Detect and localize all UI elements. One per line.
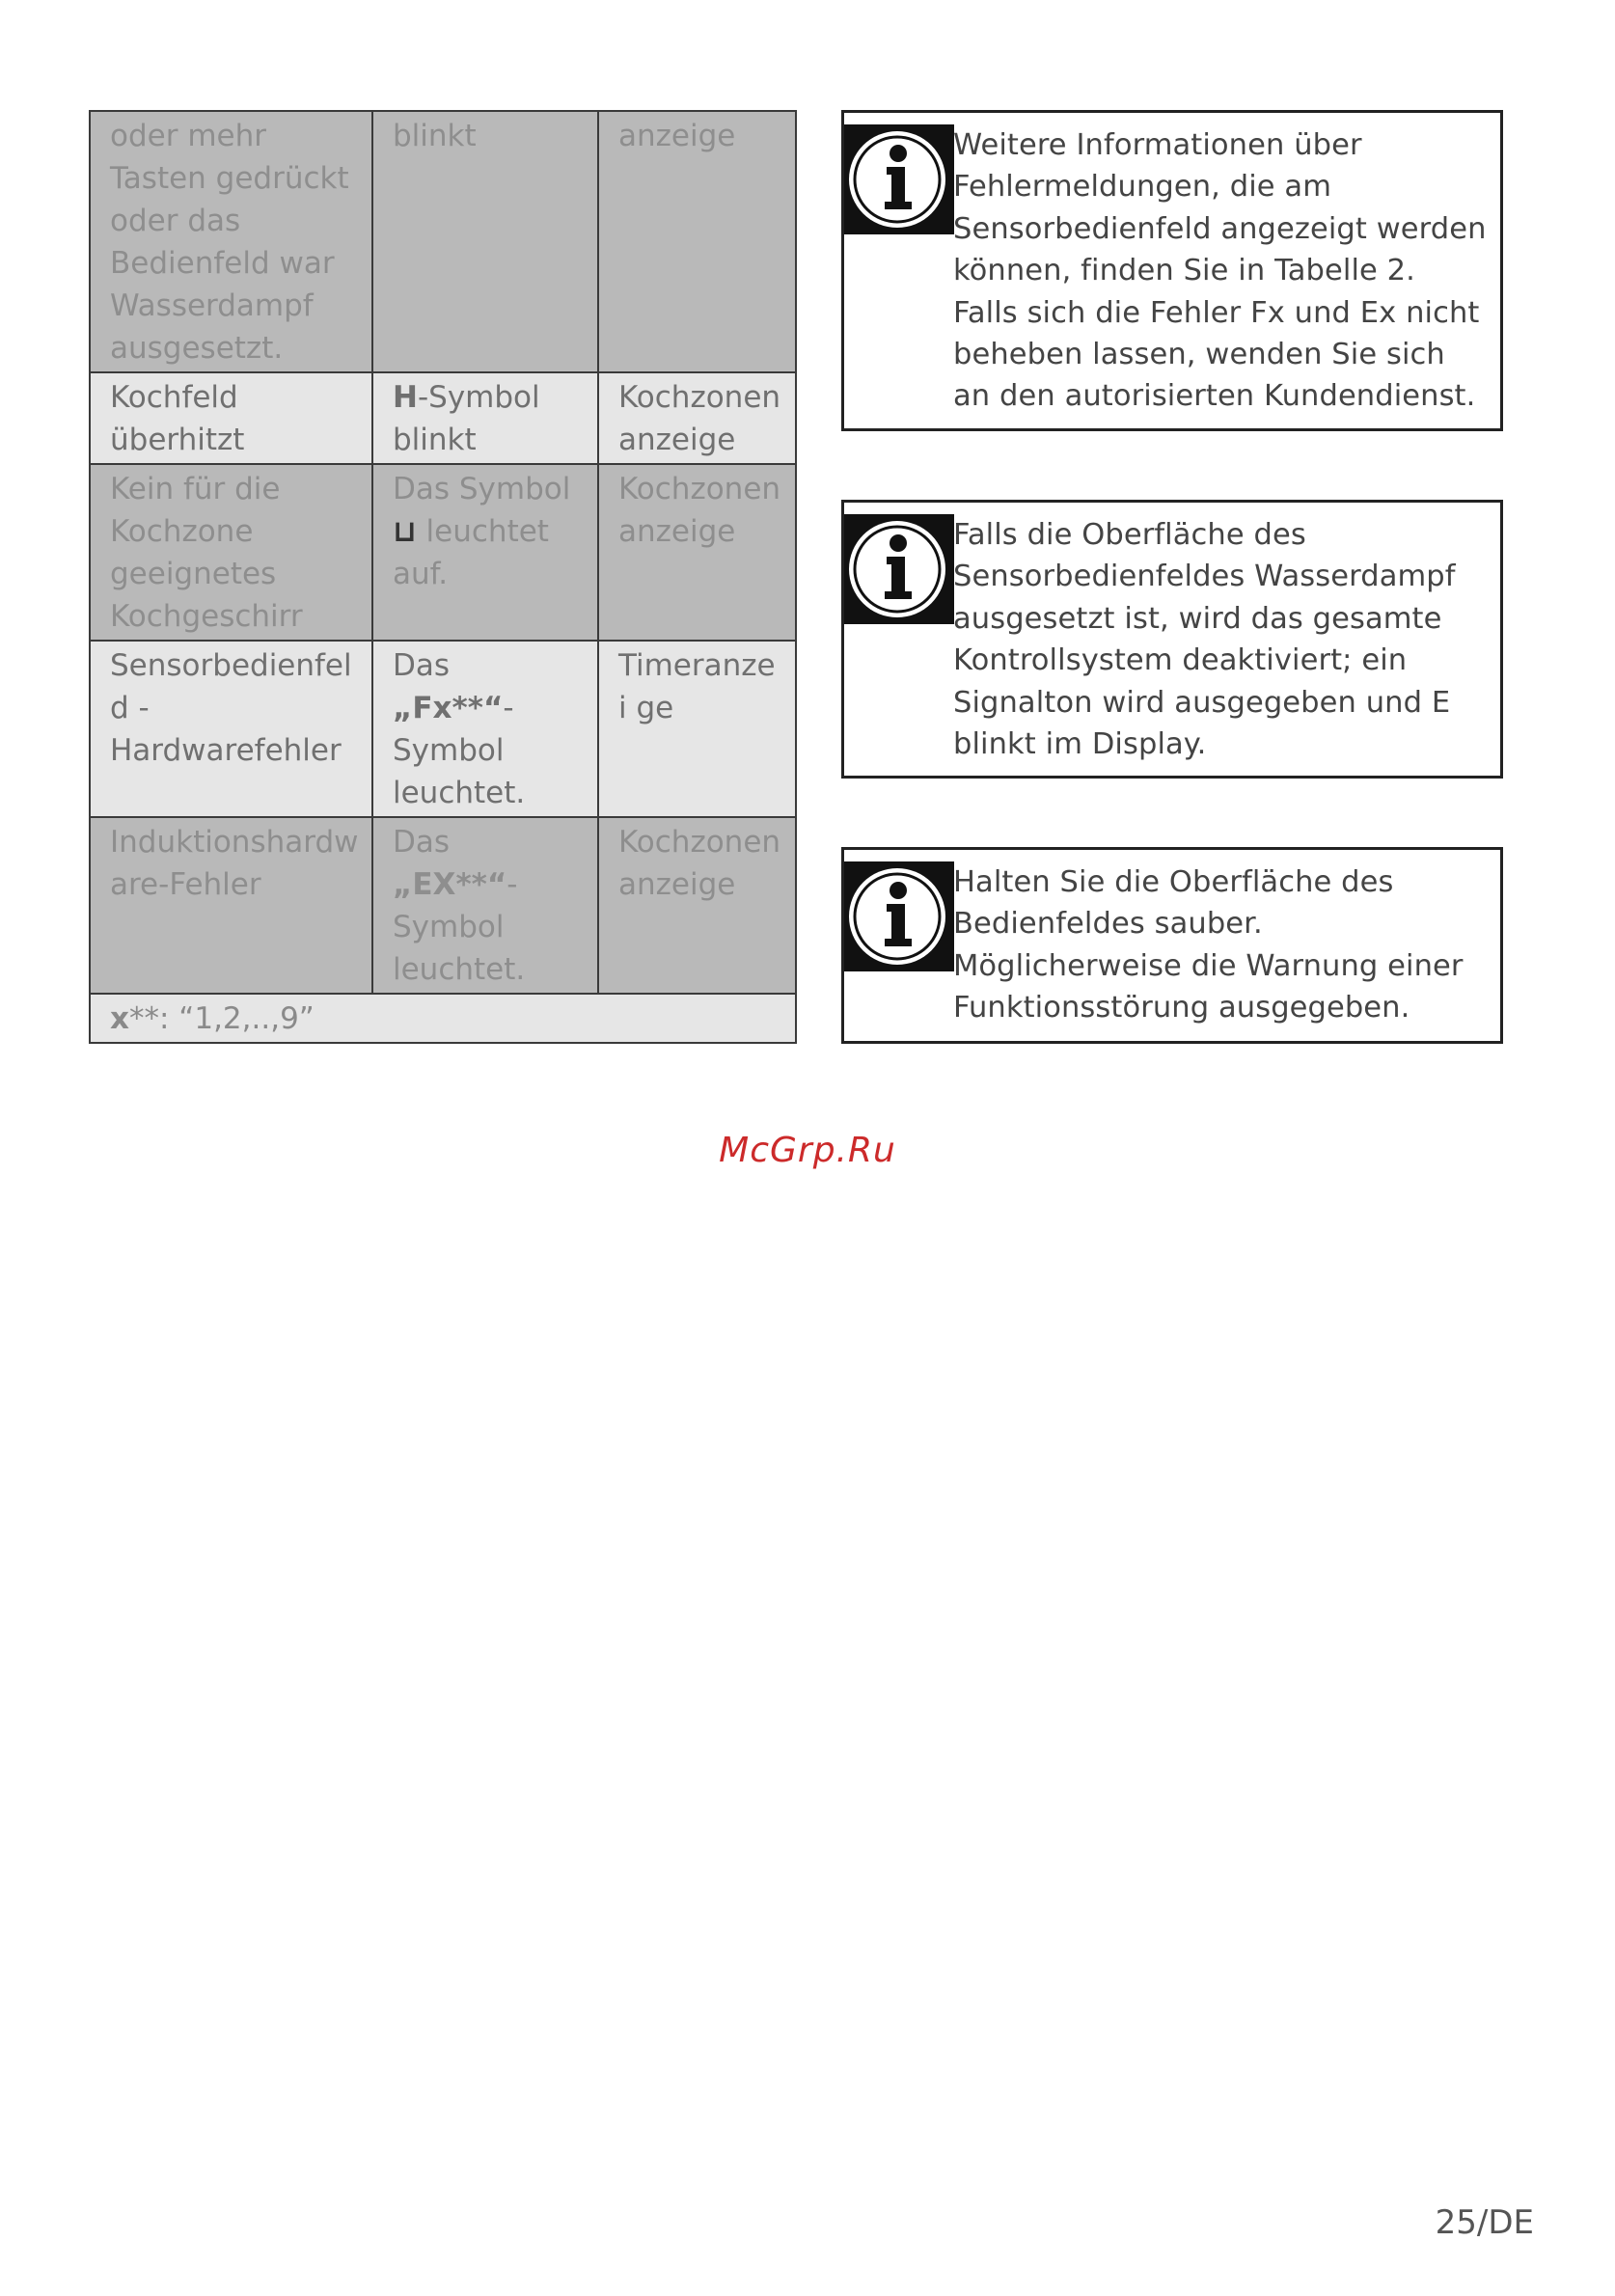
symptom-text-pre: Das Symbol: [393, 472, 571, 506]
table-note: [90, 994, 796, 1043]
info-text: Falls die Oberfläche des Sensorbedienfeldes Wasserdampf ausgesetzt ist, wird das gesamte Kontrollsystem deaktiviert; ein Signalton wird ausgegeben und E blinkt im Display.: [953, 518, 1456, 762]
symptom-cell: [372, 641, 598, 817]
symptom-text-post: leuchtet auf.: [393, 514, 549, 591]
display-cell: anzeige: [598, 111, 796, 372]
error-code: „Fx**“: [393, 691, 504, 725]
symptom-cell: [372, 372, 598, 464]
cause-cell: Sensorbedienfeld -Hardwarefehler: [90, 641, 372, 817]
table-row: [90, 464, 796, 641]
info-icon: [844, 124, 954, 234]
table-row: [90, 111, 796, 372]
info-text: Weitere Informationen über Fehlermeldungen, die am Sensorbedienfeld angezeigt werden können, finden Sie in Tabelle 2. Falls sich die Fehler Fx und Ex nicht beheben lassen, wenden Sie sich an den autorisierten Kundendienst.: [953, 128, 1487, 414]
symptom-cell: [372, 464, 598, 641]
display-cell: Kochzonen anzeige: [598, 817, 796, 994]
symptom-text-post: -Symbol leuchtet.: [393, 691, 526, 810]
info-box: [841, 110, 1503, 431]
info-icon: [844, 861, 954, 971]
symptom-text: -Symbol blinkt: [393, 380, 540, 457]
display-cell: Kochzonen anzeige: [598, 464, 796, 641]
info-text: Halten Sie die Oberfläche des Bedienfeldes sauber. Möglicherweise die Warnung einer Funktionsstörung ausgegeben.: [953, 865, 1464, 1025]
cause-cell: oder mehr Tasten gedrückt oder das Bedienfeld war Wasserdampf ausgesetzt.: [90, 111, 372, 372]
table-note-row: [90, 994, 796, 1043]
symptom-text-post: -Symbol leuchtet.: [393, 867, 526, 987]
error-code: „EX**“: [393, 867, 507, 902]
symptom-cell: [372, 817, 598, 994]
cause-cell: Induktionshardw are-Fehler: [90, 817, 372, 994]
note-text: **: “1,2,..,9”: [129, 1001, 315, 1036]
display-cell: Timeranzei ge: [598, 641, 796, 817]
watermark[interactable]: McGrp.Ru: [719, 1131, 896, 1170]
note-variable: x: [110, 1001, 129, 1036]
info-box: [841, 500, 1503, 779]
info-icon: [844, 514, 954, 624]
table-row: [90, 817, 796, 994]
page-number: 25/DE: [1435, 2203, 1534, 2242]
info-box: [841, 847, 1503, 1044]
symptom-text-pre: Das: [393, 648, 451, 683]
symptom-text-pre: Das: [393, 825, 451, 860]
overheat-symbol: H: [393, 380, 418, 415]
cause-cell: Kochfeld überhitzt: [90, 372, 372, 464]
table-row: [90, 641, 796, 817]
table-row: [90, 372, 796, 464]
error-table: [89, 110, 797, 1044]
symptom-cell: blinkt: [372, 111, 598, 372]
cookware-symbol: ⊔: [393, 514, 417, 549]
cause-cell: Kein für die Kochzone geeignetes Kochgeschirr: [90, 464, 372, 641]
display-cell: Kochzonen anzeige: [598, 372, 796, 464]
